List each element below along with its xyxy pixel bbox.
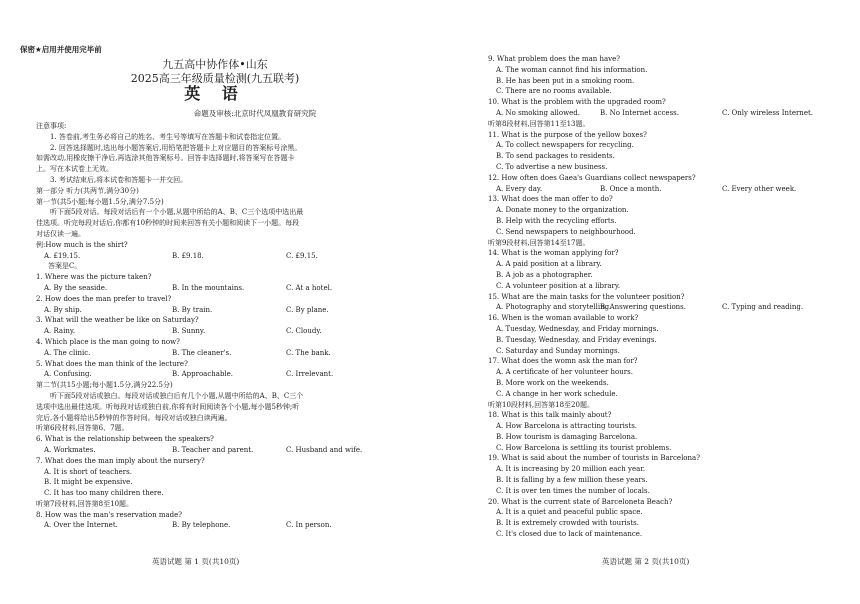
option-c: C. Send newspapers to neighbourhood.: [496, 227, 636, 236]
option-b: B. The cleaner's.: [172, 348, 232, 357]
question-19: 19. What is said about the number of tourists in Barcelona?: [488, 454, 700, 463]
option-b: B. By telephone.: [172, 521, 231, 530]
option-a: A. Tuesday, Wednesday, and Friday mornings.: [496, 324, 659, 333]
question-16: 16. When is the woman available to work?: [488, 314, 639, 323]
option-a: A. To collect newspapers for recycling.: [496, 141, 634, 150]
question-15-options: [488, 302, 848, 313]
option-a: A. By ship.: [44, 305, 82, 314]
option-a: A. Confusing.: [44, 370, 92, 379]
option-a: A. Donate money to the organization.: [496, 206, 629, 215]
question-2-options: [36, 305, 396, 316]
option-b: B. Teacher and parent.: [172, 445, 254, 454]
option-b: B. More work on the weekends.: [496, 378, 609, 387]
option-c: C. Every other week.: [722, 184, 797, 193]
option-c: C. There are no rooms available.: [496, 87, 612, 96]
question-18: 18. What is this talk mainly about?: [488, 411, 612, 420]
question-5: 5. What does the man think of the lecture?: [36, 359, 188, 368]
example-answer: 答案是C。: [48, 262, 82, 271]
option-c: C. Husband and wife.: [286, 445, 363, 454]
material-8-heading: 听第8段材料,回答第11至13题。: [488, 119, 590, 128]
question-8-options: [36, 520, 396, 531]
question-13: 13. What does the man offer to do?: [488, 195, 613, 204]
question-6-options: [36, 445, 396, 456]
question-12: 12. How often does Gaea's Guardians collect newspapers?: [488, 173, 696, 182]
material-9-heading: 听第9段材料,回答第14至17题。: [488, 238, 590, 247]
option-c: C. In person.: [286, 521, 332, 530]
option-c: C. Saturday and Sunday mornings.: [496, 346, 620, 355]
option-a: A. It is a quiet and peaceful public space.: [496, 508, 643, 517]
option-a: A. Over the Internet.: [44, 521, 118, 530]
option-b: B. It is extremely crowded with tourists.: [496, 519, 639, 528]
option-c: C. The bank.: [286, 348, 331, 357]
option-a: A. The clinic.: [44, 348, 91, 357]
option-c: C. Only wireless Internet.: [722, 108, 813, 117]
option-a: A. It is increasing by 20 million each year.: [496, 465, 646, 474]
option-b: B. Approachable.: [172, 370, 234, 379]
question-5-options: [36, 369, 396, 380]
note-line: 1. 答卷前,考生务必将自己的姓名、考生号等填写在答题卡和试卷指定位置。: [50, 132, 286, 141]
option-c: C. At a hotel.: [286, 283, 333, 292]
section2-instruction: 完后,各小题将给出5秒钟的作答时间。每段对话或独白读两遍。: [36, 413, 232, 422]
question-11: 11. What is the purpose of the yellow boxes?: [488, 130, 647, 139]
note-line: 3. 考试结束后,将本试卷和答题卡一并交回。: [50, 175, 188, 184]
option-b: B. No Internet access.: [600, 108, 679, 117]
question-14: 14. What is the woman applying for?: [488, 249, 619, 258]
material-7-heading: 听第7段材料,回答第8至10题。: [36, 499, 134, 508]
example-options: [36, 251, 396, 262]
option-a: A. Workmates.: [44, 445, 96, 454]
questions-block: [488, 54, 848, 540]
option-a: A. Every day.: [496, 184, 543, 193]
section2-heading: 第二节(共15小题;每小题1.5分,满分22.5分): [36, 381, 173, 390]
question-1-options: [36, 283, 396, 294]
section2-instruction: 选项中选出最佳选项。听每段对话或独白前,你将有时间阅读各个小题,每小题5秒钟;听: [36, 402, 300, 411]
option-c: C. It's closed due to lack of maintenance.: [496, 530, 643, 539]
question-10-options: [488, 108, 848, 119]
option-c: C. Cloudy.: [286, 327, 322, 336]
option-c: C. £9.15.: [286, 251, 318, 260]
option-a: A. Rainy.: [44, 327, 76, 336]
option-b: B. It might be expensive.: [44, 478, 133, 487]
option-a: A. No smoking allowed.: [496, 108, 580, 117]
example-question: 例:How much is the shirt?: [36, 240, 128, 249]
question-7: 7. What does the man imply about the nursery?: [36, 456, 205, 465]
question-9: 9. What problem does the man have?: [488, 55, 621, 63]
option-c: C. By plane.: [286, 305, 329, 314]
note-line: 如需改动,用橡皮擦干净后,再选涂其他答案标号。回答非选择题时,将答案写在答题卡: [36, 154, 295, 163]
question-10: 10. What is the problem with the upgraded room?: [488, 98, 666, 107]
option-c: C. To advertise a new business.: [496, 162, 608, 171]
exam-page-2: [430, 0, 860, 604]
question-15: 15. What are the main tasks for the volunteer position?: [488, 292, 685, 301]
question-17: 17. What does the womn ask the man for?: [488, 357, 638, 366]
option-a: A. A certificate of her volunteer hours.: [496, 368, 633, 377]
question-2: 2. How does the man prefer to travel?: [36, 294, 172, 303]
option-c: C. Irrelevant.: [286, 370, 334, 379]
section1-instruction: 听下面5段对话。每段对话后有一个小题,从题中所给的A、B、C三个选项中选出最: [50, 208, 304, 217]
option-b: B. Answering questions.: [600, 303, 686, 312]
option-b: B. A job as a photographer.: [496, 270, 593, 279]
note-line: 2. 回答选择题时,选出每小题答案后,用铅笔把答题卡上对应题目的答案标号涂黑。: [50, 143, 302, 152]
option-a: A. How Barcelona is attracting tourists.: [496, 422, 638, 431]
exam-title-line2: 2025高三年级质量检测(九五联考): [130, 72, 300, 85]
question-12-options: [488, 184, 848, 195]
option-c: C. A volunteer position at a library.: [496, 281, 621, 290]
option-c: C. Typing and reading.: [722, 303, 804, 312]
material-10-heading: 听第10段材料,回答第18至20题。: [488, 400, 594, 409]
option-b: B. In the mountains.: [172, 283, 245, 292]
notes-heading: 注意事项:: [36, 122, 67, 130]
option-a: A. It is short of teachers.: [44, 467, 132, 476]
note-line: 上。写在本试卷上无效。: [36, 165, 113, 174]
option-b: B. £9.18.: [172, 251, 204, 260]
option-b: B. To send packages to residents.: [496, 152, 615, 161]
option-c: C. It is over ten times the number of locals.: [496, 486, 650, 495]
option-b: B. By train.: [172, 305, 213, 314]
question-4: 4. Which place is the man going to now?: [36, 337, 180, 346]
option-b: B. Once a month.: [600, 184, 662, 193]
page-footer: 英语试题 第 1 页(共10页): [152, 557, 240, 566]
option-c: C. A change in her work schedule.: [496, 389, 618, 398]
question-1: 1. Where was the picture taken?: [36, 273, 152, 282]
section1-instruction: 佳选项。听完每段对话后,你都有10秒钟的时间来回答有关小题和阅读下一小题。每段: [36, 219, 300, 228]
exam-title-line1: 九五高中协作体•山东: [162, 58, 268, 71]
option-b: B. He has been put in a smoking room.: [496, 76, 635, 85]
material-6-heading: 听第6段材料,回答第6、7题。: [36, 424, 129, 433]
part1-heading: 第一部分 听力(共两节,满分30分): [36, 186, 139, 195]
subject-title: 英 语: [184, 84, 246, 103]
option-a: A. The woman cannot find his information.: [496, 65, 648, 74]
authors-line: 命题及审核:北京时代凤凰教育研究院: [193, 109, 317, 118]
question-3-options: [36, 326, 396, 337]
confidential-label: 保密★启用并使用完毕前: [20, 45, 102, 54]
option-c: C. It has too many children there.: [44, 489, 164, 498]
notes-block: [36, 121, 396, 531]
question-3: 3. What will the weather be like on Saturday?: [36, 316, 199, 325]
option-b: B. Help with the recycling efforts.: [496, 216, 617, 225]
option-b: B. It is falling by a few million these years.: [496, 476, 648, 485]
question-4-options: [36, 348, 396, 359]
option-a: A. £19.15.: [44, 251, 81, 260]
section2-instruction: 听下面5段对话或独白。每段对话或独白后有几个小题,从题中所给的A、B、C三个: [50, 391, 304, 400]
page-footer: 英语试题 第 2 页(共10页): [602, 557, 690, 566]
section1-heading: 第一节(共5小题;每小题1.5分,满分7.5分): [36, 197, 164, 206]
question-6: 6. What is the relationship between the speakers?: [36, 435, 214, 444]
option-b: B. Sunny.: [172, 327, 206, 336]
option-b: B. Tuesday, Wednesday, and Friday evenings.: [496, 335, 657, 344]
question-8: 8. How was the man's reservation made?: [36, 510, 183, 519]
option-a: A. A paid position at a library.: [496, 260, 602, 269]
option-c: C. How Barcelona is settling its tourist problems.: [496, 443, 672, 452]
option-a: A. By the seaside.: [44, 283, 108, 292]
question-20: 20. What is the current state of Barceloneta Beach?: [488, 497, 673, 506]
option-a: A. Photography and storytelling.: [496, 303, 612, 312]
section1-instruction: 对话仅读一遍。: [36, 229, 85, 238]
option-b: B. How tourism is damaging Barcelona.: [496, 432, 638, 441]
